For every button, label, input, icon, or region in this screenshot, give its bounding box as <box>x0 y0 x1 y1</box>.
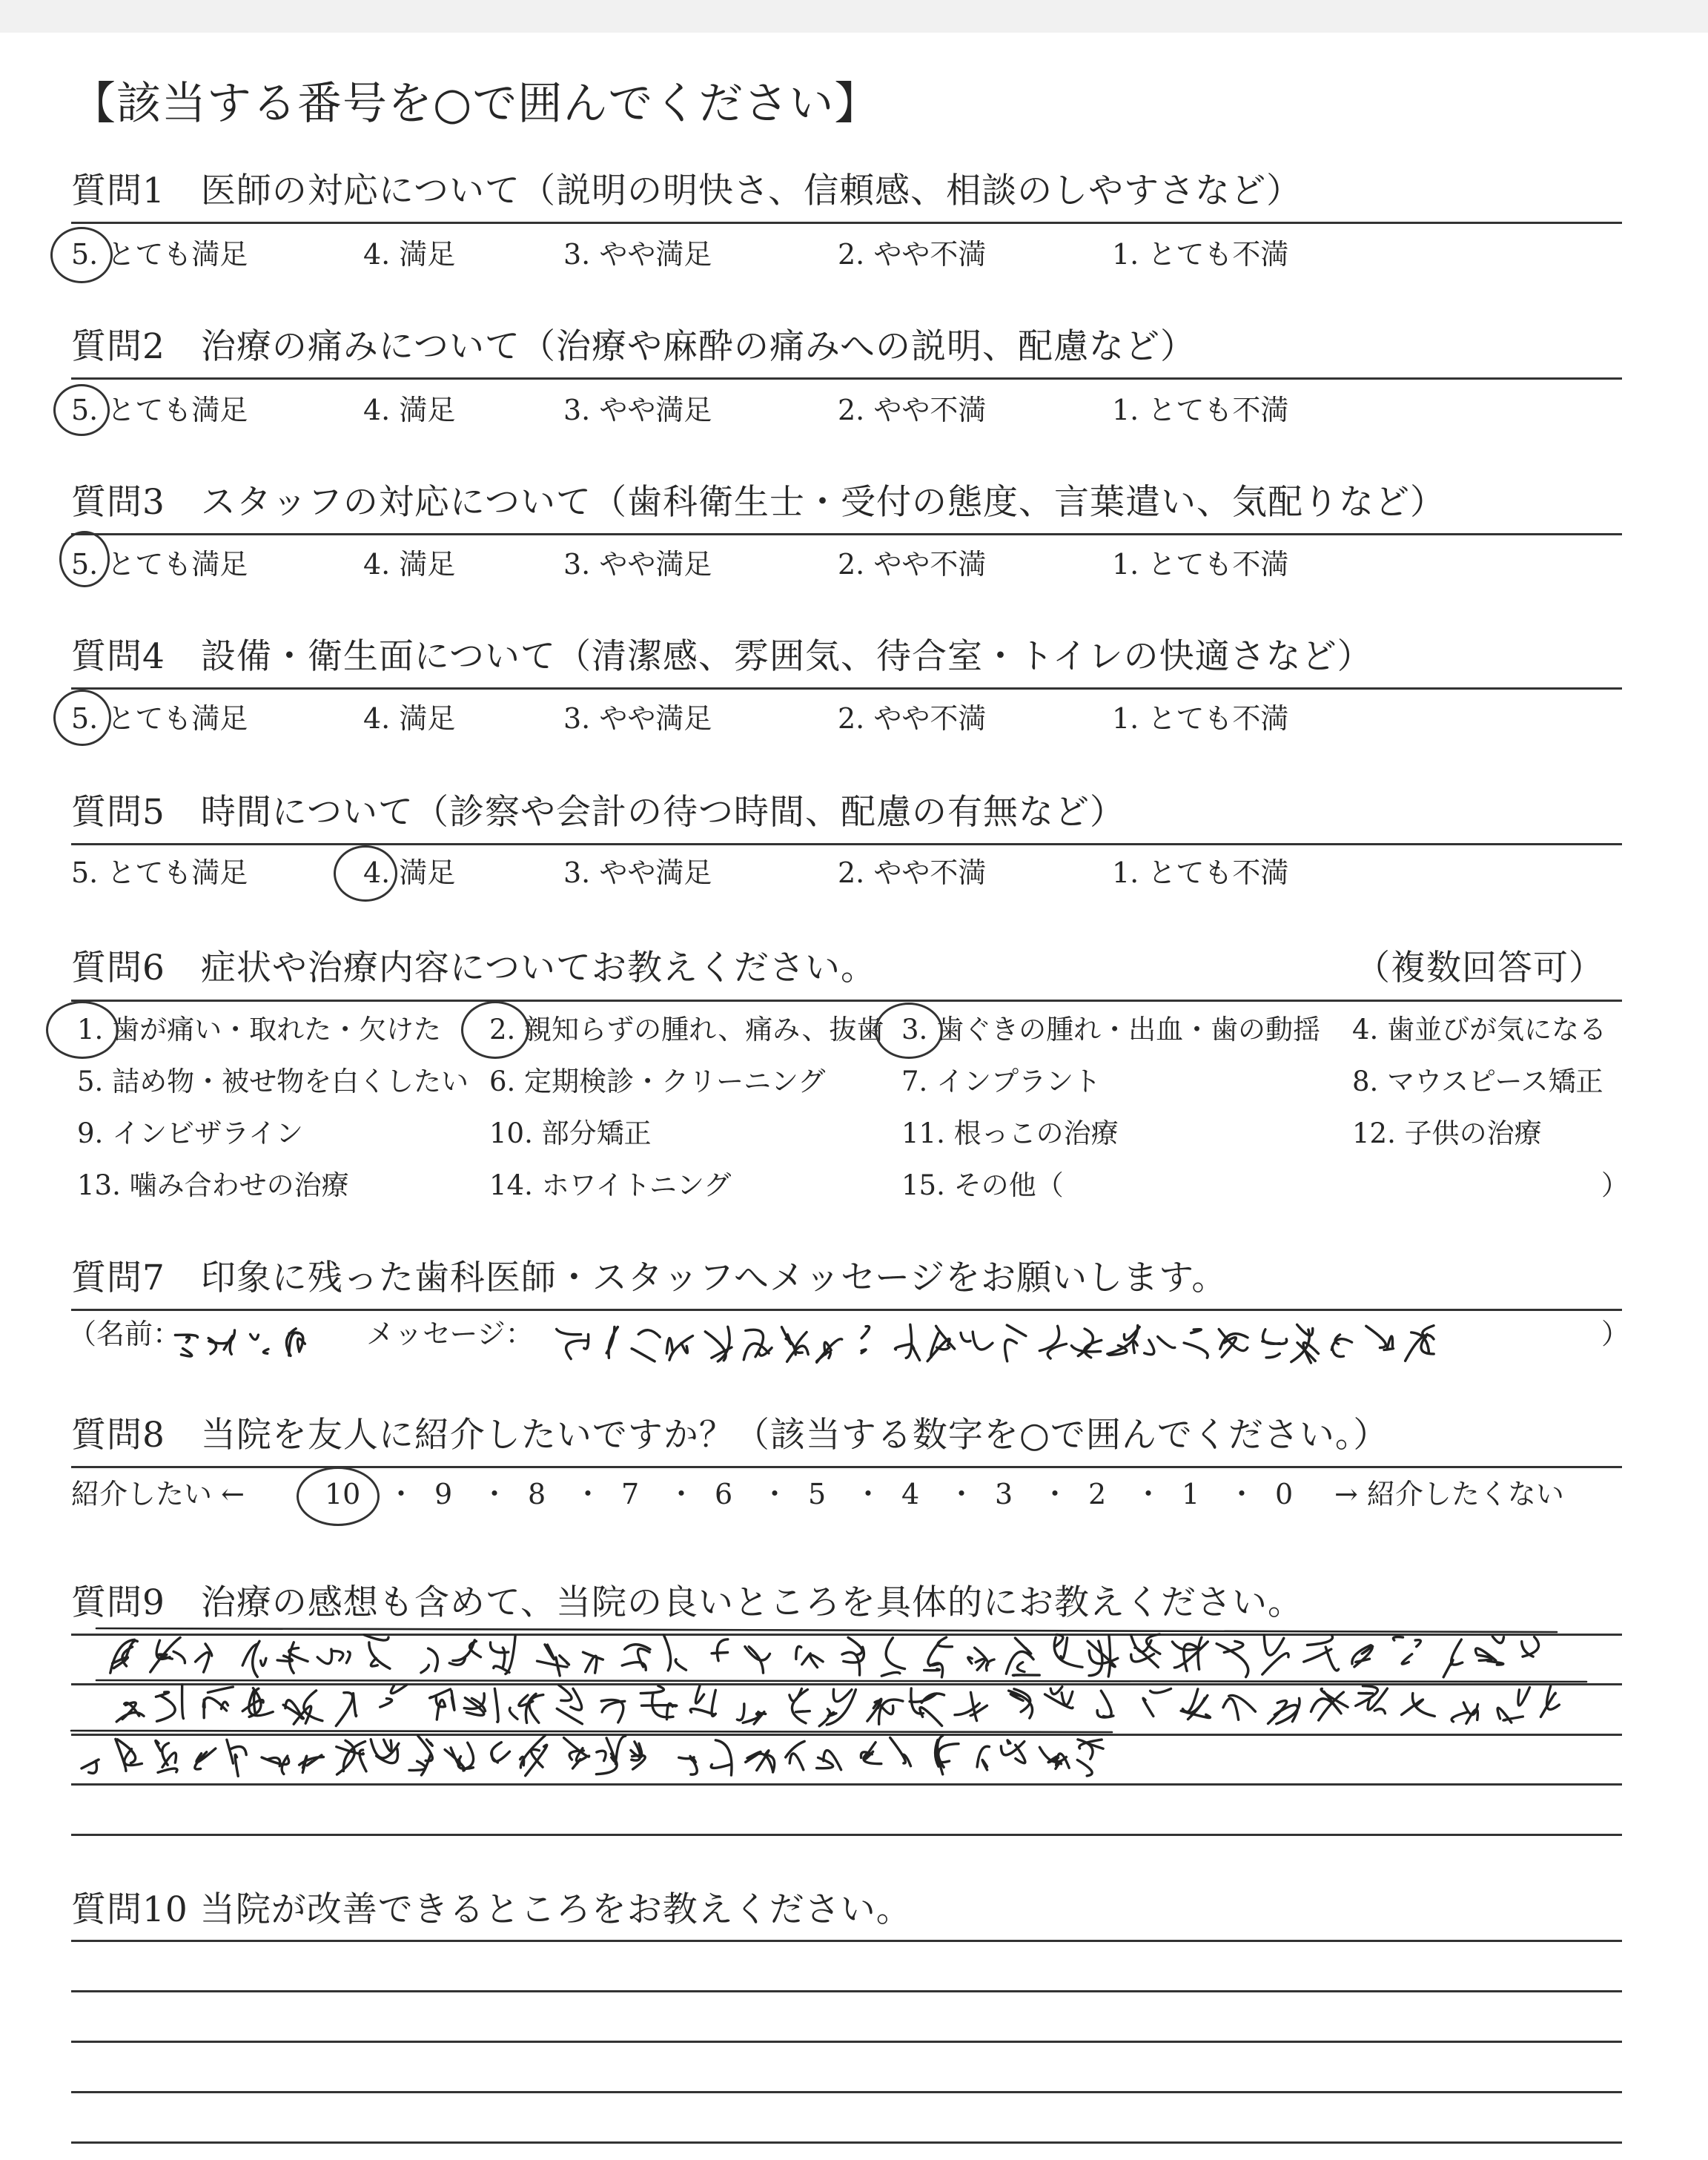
handwritten-glyph <box>1393 1637 1420 1664</box>
handwritten-underline <box>71 1731 1112 1732</box>
handwritten-glyph <box>409 1736 432 1775</box>
q8-left-label: 紹介したい ← <box>71 1478 245 1510</box>
q1-option-3[interactable]: 3. やや満足 <box>563 238 712 271</box>
handwritten-glyph <box>890 1737 911 1766</box>
handwritten-glyph <box>786 1741 805 1769</box>
handwritten-glyph <box>1262 1635 1288 1674</box>
handwritten-glyph <box>1366 1326 1394 1350</box>
q6-option-5[interactable]: 5. 詰め物・被せ物を白くしたい <box>77 1066 469 1097</box>
handwritten-glyph <box>583 1652 603 1673</box>
q4-option-1[interactable]: 1. とても不満 <box>1112 702 1289 735</box>
handwritten-glyph <box>317 1649 350 1664</box>
handwritten-glyph <box>1311 1688 1348 1720</box>
q5-option-4[interactable]: 4. 満足 <box>363 856 456 889</box>
handwritten-glyph <box>790 1688 810 1723</box>
q6-option-11[interactable]: 11. 根っこの治療 <box>901 1117 1119 1149</box>
handwritten-glyph <box>745 1647 770 1674</box>
handwritten-underline <box>96 1628 1557 1632</box>
handwritten-glyph <box>861 1327 870 1353</box>
handwritten-glyph <box>955 1692 987 1720</box>
handwritten-glyph <box>1356 1686 1388 1714</box>
q4-option-3[interactable]: 3. やや満足 <box>563 702 712 735</box>
handwritten-glyph <box>1268 1698 1300 1724</box>
q3-option-4[interactable]: 4. 満足 <box>363 548 456 581</box>
handwritten-glyph <box>1184 1330 1208 1358</box>
handwritten-glyph <box>977 1746 989 1770</box>
handwritten-glyph <box>336 1693 356 1726</box>
handwritten-glyph <box>277 1642 308 1674</box>
handwritten-glyph <box>817 1339 842 1363</box>
handwritten-glyph <box>961 1332 993 1350</box>
handwritten-glyph <box>881 1638 904 1676</box>
handwritten-glyph <box>421 1648 437 1673</box>
handwritten-glyph <box>208 1330 234 1354</box>
handwritten-glyph <box>116 1702 144 1722</box>
q8-scale-5[interactable]: 5 <box>808 1478 827 1510</box>
handwritten-glyph <box>690 1686 715 1717</box>
handwritten-glyph <box>110 1639 138 1673</box>
handwritten-glyph <box>262 1756 289 1774</box>
question-10-heading: 質問10 当院が改善できるところをお教えください。 <box>71 1889 912 1930</box>
handwritten-glyph <box>1540 1686 1559 1717</box>
q6-other-close: ） <box>1601 1169 1629 1201</box>
q8-scale-0[interactable]: 0 <box>1275 1478 1294 1510</box>
q8-sep: ・ <box>387 1478 416 1510</box>
q5-option-2[interactable]: 2. やや不満 <box>838 856 987 889</box>
handwritten-glyph <box>195 1748 216 1769</box>
q8-scale-7[interactable]: 7 <box>621 1478 640 1510</box>
handwritten-glyph <box>744 1330 772 1360</box>
handwritten-glyph <box>819 1689 855 1726</box>
handwritten-glyph <box>1352 1645 1373 1667</box>
q7-name-label: （名前： <box>68 1318 182 1350</box>
handwritten-glyph <box>283 1691 322 1724</box>
handwritten-glyph <box>1001 1740 1025 1763</box>
handwritten-glyph <box>364 1635 390 1668</box>
q8-sep: ・ <box>480 1478 509 1510</box>
q8-scale-10[interactable]: 10 <box>325 1478 361 1510</box>
handwritten-glyph <box>1522 1637 1539 1657</box>
handwritten-glyph <box>910 1688 944 1726</box>
handwritten-glyph <box>203 1687 233 1718</box>
handwritten-glyph <box>227 1740 246 1776</box>
handwritten-glyph <box>150 1637 185 1672</box>
handwritten-glyph <box>371 1740 399 1763</box>
handwritten-glyph <box>711 1740 732 1775</box>
handwritten-glyph <box>520 1735 547 1775</box>
q8-sep: ・ <box>667 1478 696 1510</box>
q8-scale-3[interactable]: 3 <box>995 1478 1013 1510</box>
q7-message-label: メッセージ： <box>366 1318 534 1350</box>
handwritten-glyph <box>1172 1637 1208 1671</box>
handwritten-glyph <box>1304 1636 1339 1671</box>
handwritten-glyph <box>924 1637 953 1677</box>
handwritten-glyph <box>557 1329 589 1358</box>
handwritten-glyph <box>666 1336 692 1361</box>
q8-scale-2[interactable]: 2 <box>1088 1478 1107 1510</box>
handwritten-glyph <box>1406 1326 1434 1361</box>
handwritten-glyph <box>861 1743 881 1764</box>
handwritten-glyph <box>596 1736 625 1774</box>
q6-option-6[interactable]: 6. 定期検診・クリーニング <box>489 1066 826 1097</box>
handwritten-glyph <box>242 1688 273 1717</box>
handwritten-glyph <box>1077 1740 1103 1776</box>
handwritten-glyph <box>1006 1638 1039 1676</box>
q9-line-2-strokes <box>116 1685 1559 1726</box>
q6-option-10[interactable]: 10. 部分矯正 <box>489 1117 652 1149</box>
q3-option-3[interactable]: 3. やや満足 <box>563 548 712 581</box>
q8-scale-6[interactable]: 6 <box>715 1478 733 1510</box>
q1-option-4[interactable]: 4. 満足 <box>363 238 456 271</box>
handwritten-glyph <box>156 1740 177 1772</box>
q2-option-5[interactable]: 5. とても満足 <box>71 394 248 426</box>
handwritten-glyph <box>449 1640 480 1665</box>
q1-option-1[interactable]: 1. とても不満 <box>1112 238 1289 271</box>
question-9-heading: 質問9 治療の感想も含めて、当院の良いところを具体的にお教えください。 <box>71 1582 1303 1623</box>
handwritten-glyph <box>705 1327 732 1361</box>
handwritten-glyph <box>1181 1689 1210 1720</box>
question-5-heading: 質問5 時間について（診察や会計の待つ時間、配慮の有無など） <box>71 792 1125 833</box>
handwritten-glyph <box>796 1646 823 1667</box>
handwritten-glyph <box>1143 1688 1171 1716</box>
q1-option-5[interactable]: 5. とても満足 <box>71 238 248 271</box>
form-title: 【該当する番号を○で囲んでください】 <box>71 78 880 130</box>
handwritten-glyph <box>1005 1325 1026 1361</box>
handwritten-glyph <box>640 1686 677 1720</box>
q2-option-1[interactable]: 1. とても不満 <box>1112 394 1289 426</box>
handwritten-underline <box>96 1680 1586 1682</box>
handwritten-glyph <box>1219 1330 1248 1358</box>
handwritten-glyph <box>196 1644 212 1672</box>
q3-option-1[interactable]: 1. とても不満 <box>1112 548 1289 581</box>
handwritten-glyph <box>663 1635 686 1671</box>
handwritten-glyph <box>1331 1335 1351 1357</box>
handwritten-glyph <box>1402 1694 1435 1717</box>
handwritten-glyph <box>1291 1324 1319 1363</box>
handwritten-glyph <box>537 1645 569 1676</box>
handwritten-glyph <box>968 1648 994 1671</box>
q6-option-4[interactable]: 4. 歯並びが気になる <box>1352 1014 1607 1046</box>
handwritten-glyph <box>287 1329 305 1356</box>
question-7-heading: 質問7 印象に残った歯科医師・スタッフへメッセージをお願いします。 <box>71 1258 1228 1298</box>
q9-line-1-strokes <box>110 1634 1539 1677</box>
handwritten-glyph <box>1039 1326 1066 1358</box>
handwritten-glyph <box>1497 1688 1529 1723</box>
q6-option-15[interactable]: 15. その他（ <box>901 1169 1064 1201</box>
q6-option-9[interactable]: 9. インビザライン <box>77 1117 303 1149</box>
question-2-heading: 質問2 治療の痛みについて（治療や麻酔の痛みへの説明、配慮など） <box>71 326 1196 367</box>
handwritten-glyph <box>842 1637 864 1675</box>
q6-option-1[interactable]: 1. 歯が痛い・取れた・欠けた <box>77 1014 442 1046</box>
handwritten-glyph <box>1009 1689 1033 1718</box>
q6-option-3[interactable]: 3. 歯ぐきの腫れ・出血・歯の動揺 <box>901 1014 1321 1046</box>
question-6-heading: 質問6 症状や治療内容についてお教えください。 <box>71 948 876 988</box>
q8-sep: ・ <box>761 1478 790 1510</box>
handwritten-glyph <box>1476 1636 1504 1665</box>
handwritten-glyph <box>175 1335 197 1356</box>
handwritten-glyph <box>631 1742 645 1769</box>
handwritten-glyph <box>782 1327 809 1362</box>
handwritten-glyph <box>712 1639 728 1661</box>
q8-sep: ・ <box>947 1478 976 1510</box>
handwritten-glyph <box>1045 1687 1073 1708</box>
q6-option-8[interactable]: 8. マウスピース矯正 <box>1352 1066 1603 1097</box>
handwritten-glyph <box>927 1326 955 1361</box>
handwritten-glyph <box>895 1324 919 1360</box>
q2-option-3[interactable]: 3. やや満足 <box>563 394 712 426</box>
question-6-note: （複数回答可） <box>1355 948 1604 988</box>
handwritten-glyph <box>606 1327 618 1358</box>
question-3-heading: 質問3 スタッフの対応について（歯科衛生士・受付の態度、言葉遣い、気配りなど） <box>71 482 1446 523</box>
q2-option-2[interactable]: 2. やや不満 <box>838 394 987 426</box>
handwritten-glyph <box>1071 1329 1101 1358</box>
handwritten-glyph <box>1054 1635 1082 1668</box>
q6-option-7[interactable]: 7. インプラント <box>901 1066 1102 1097</box>
handwritten-glyph <box>445 1743 473 1771</box>
question-1-heading: 質問1 医師の対応について（説明の明快さ、信頼感、相談のしやすさなど） <box>71 171 1302 211</box>
q2-option-4[interactable]: 4. 満足 <box>363 394 456 426</box>
q7-name-strokes <box>175 1329 305 1356</box>
handwritten-glyph <box>1097 1691 1113 1717</box>
q8-scale-4[interactable]: 4 <box>901 1478 920 1510</box>
handwritten-glyph <box>1088 1636 1118 1677</box>
q4-option-5[interactable]: 5. とても満足 <box>71 702 248 735</box>
handwritten-glyph <box>1039 1747 1069 1768</box>
q1-option-2[interactable]: 2. やや不満 <box>838 238 987 271</box>
q8-scale-8[interactable]: 8 <box>528 1478 546 1510</box>
handwritten-glyph <box>867 1699 903 1724</box>
q6-option-14[interactable]: 14. ホワイトニング <box>489 1169 732 1201</box>
q7-close: ） <box>1601 1318 1630 1350</box>
q9-line-3-strokes <box>82 1735 1103 1776</box>
q5-option-1[interactable]: 1. とても不満 <box>1112 856 1289 889</box>
q8-scale-1[interactable]: 1 <box>1182 1478 1200 1510</box>
handwritten-glyph <box>1223 1695 1255 1720</box>
q8-right-label: → 紹介したくない <box>1334 1478 1564 1510</box>
q4-option-2[interactable]: 2. やや不満 <box>838 702 987 735</box>
handwritten-glyph <box>491 1743 510 1763</box>
handwritten-glyph <box>1131 1634 1160 1667</box>
q5-option-3[interactable]: 3. やや満足 <box>563 856 712 889</box>
handwritten-glyph <box>1217 1641 1248 1677</box>
handwritten-glyph <box>337 1740 366 1774</box>
handwritten-glyph <box>557 1685 582 1724</box>
handwritten-glyph <box>1145 1337 1175 1355</box>
handwritten-glyph <box>1108 1325 1139 1355</box>
q8-sep: ・ <box>854 1478 883 1510</box>
q7-message-strokes <box>557 1324 1434 1363</box>
q4-option-4[interactable]: 4. 満足 <box>363 702 456 735</box>
q6-option-13[interactable]: 13. 噛み合わせの治療 <box>77 1169 349 1201</box>
handwritten-glyph <box>490 1636 515 1674</box>
handwritten-glyph <box>242 1641 266 1677</box>
handwritten-glyph <box>251 1334 268 1353</box>
handwritten-glyph <box>737 1704 765 1724</box>
handwritten-glyph <box>601 1700 625 1723</box>
handwritten-glyph <box>82 1760 99 1773</box>
handwritten-glyph <box>430 1689 454 1720</box>
question-4-heading: 質問4 設備・衛生面について（清潔感、雰囲気、待合室・トイレの快適さなど） <box>71 636 1373 677</box>
handwritten-glyph <box>1452 1702 1477 1724</box>
q8-sep: ・ <box>1041 1478 1070 1510</box>
q3-option-5[interactable]: 5. とても満足 <box>71 548 248 581</box>
q3-option-2[interactable]: 2. やや不満 <box>838 548 987 581</box>
handwritten-glyph <box>299 1755 324 1773</box>
handwritten-glyph <box>632 1330 660 1361</box>
q8-sep: ・ <box>1134 1478 1163 1510</box>
handwritten-glyph <box>1262 1330 1287 1358</box>
q5-option-5[interactable]: 5. とても満足 <box>71 856 248 889</box>
q8-sep: ・ <box>574 1478 603 1510</box>
handwritten-glyph <box>564 1738 589 1768</box>
q8-sep: ・ <box>1228 1478 1257 1510</box>
handwritten-glyph <box>380 1685 407 1707</box>
handwritten-glyph <box>679 1756 698 1774</box>
handwritten-glyph <box>746 1751 775 1772</box>
handwritten-glyph <box>1443 1639 1463 1677</box>
handwritten-glyph <box>622 1645 650 1671</box>
q6-option-2[interactable]: 2. 親知らずの腫れ、痛み、抜歯 <box>489 1014 884 1046</box>
handwritten-glyph <box>156 1685 183 1721</box>
handwritten-glyph <box>936 1736 959 1774</box>
q8-scale-9[interactable]: 9 <box>434 1478 453 1510</box>
handwritten-glyph <box>817 1751 841 1770</box>
handwritten-glyph <box>509 1694 543 1723</box>
question-8-heading: 質問8 当院を友人に紹介したいですか？（該当する数字を○で囲んでください。） <box>71 1415 1389 1456</box>
handwritten-glyph <box>116 1739 142 1771</box>
handwritten-glyph <box>464 1688 498 1722</box>
q6-option-12[interactable]: 12. 子供の治療 <box>1352 1117 1542 1149</box>
